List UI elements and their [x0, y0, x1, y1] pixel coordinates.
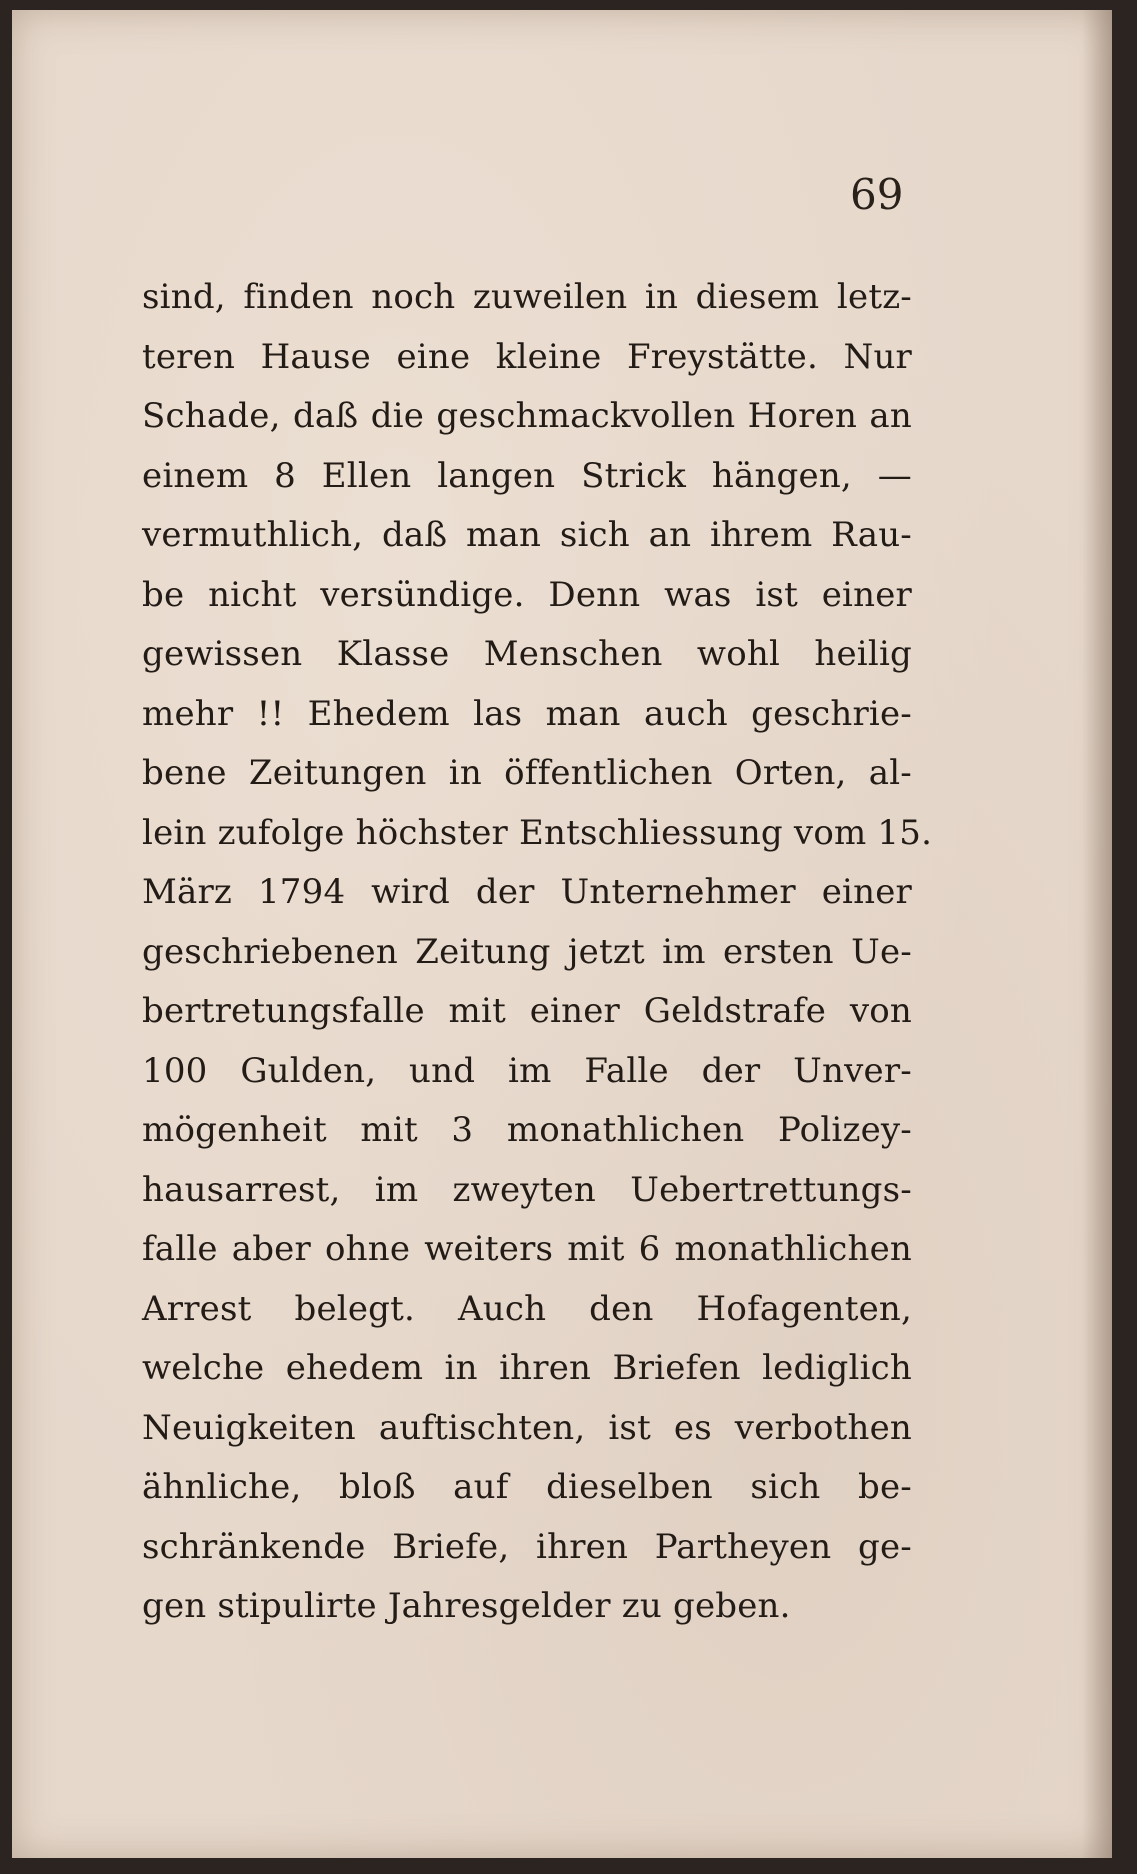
text-line: vermuthlich, daß man sich an ihrem Rau- — [142, 515, 912, 555]
body-text — [142, 268, 933, 1637]
text-line: Neuigkeiten auftischten, ist es verbothen — [142, 1407, 912, 1448]
text-line: mögenheit mit 3 monathlichen Polizey- — [142, 1110, 912, 1150]
text-line: be nicht versündige. Denn was ist einer — [142, 574, 912, 615]
page-edge-shadow — [1082, 10, 1112, 1858]
text-line: teren Hause eine kleine Freystätte. Nur — [142, 336, 912, 377]
page-number: 69 — [850, 170, 904, 219]
text-line: mehr !! Ehedem las man auch geschrie- — [142, 693, 912, 734]
book-page — [12, 10, 1112, 1858]
text-line: 100 Gulden, und im Falle der Unver- — [142, 1050, 912, 1091]
text-line: welche ehedem in ihren Briefen lediglich — [142, 1348, 912, 1388]
text-line: lein zufolge höchster Entschliessung vom 15. — [142, 812, 933, 853]
text-line: falle aber ohne weiters mit 6 monathlichen — [142, 1229, 912, 1269]
text-line: schränkende Briefe, ihren Partheyen ge- — [142, 1526, 912, 1567]
text-line: einem 8 Ellen langen Strick hängen, — — [142, 455, 912, 496]
text-line: gen stipulirte Jahresgelder zu geben. — [142, 1586, 791, 1626]
text-line: bertretungsfalle mit einer Geldstrafe von — [142, 991, 912, 1031]
text-line: bene Zeitungen in öffentlichen Orten, al- — [142, 753, 912, 793]
text-line: Schade, daß die geschmackvollen Horen an — [142, 396, 912, 436]
text-line: Arrest belegt. Auch den Hofagenten, — [142, 1288, 912, 1329]
text-line: geschriebenen Zeitung jetzt im ersten Ue- — [142, 931, 912, 972]
text-line: gewissen Klasse Menschen wohl heilig — [142, 634, 912, 674]
text-line: März 1794 wird der Unternehmer einer — [142, 872, 912, 912]
text-line: hausarrest, im zweyten Uebertrettungs- — [142, 1169, 912, 1210]
text-line: ähnliche, bloß auf dieselben sich be- — [142, 1467, 912, 1507]
text-line: sind, finden noch zuweilen in diesem letz- — [142, 277, 912, 317]
